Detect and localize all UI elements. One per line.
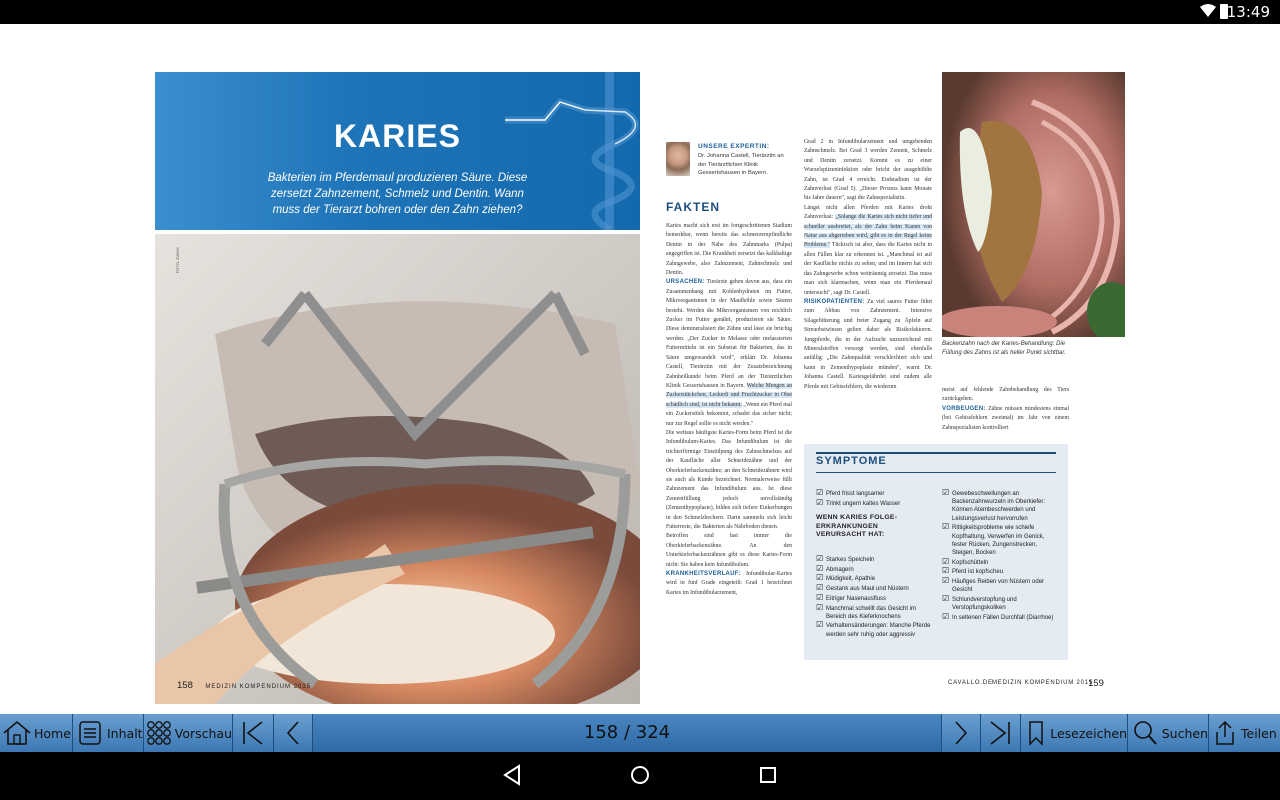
home-label: Home [34, 725, 71, 741]
search-icon [1128, 719, 1162, 747]
preview-button[interactable] [144, 714, 233, 752]
symptom-item: ☑ Verhaltensänderungen: Manche Pferde werden sehr ruhig oder aggressiv [816, 622, 931, 638]
symptom-item: ☑ Abmagern [816, 566, 931, 574]
share-icon [1209, 719, 1241, 747]
page-number-right: 159 [1088, 678, 1104, 689]
expert-box [666, 142, 791, 182]
paragraph: Grad 2 in Infundibularzement und umgebenden Zahnschmelz. Bei Grad 3 werden Zement, Schmelz und Dentin zersetzt. Kommt es zu einer Wurzelspitzeninfektion oder bricht der ausgehöhlte Zahn, ist Grad 4 erreicht. Endstadium ist der Zahnverlust (Grad 5). „Dieser Prozess kann Monate bis Jahre dauern", sagt die Zahnspezialistin. [804, 139, 932, 202]
contents-label: Inhalt [107, 725, 143, 741]
previous-page-button[interactable] [274, 714, 313, 752]
horse-dental-photo [155, 234, 640, 704]
symptom-item: ☑ Schlundverstopfung und Verstopfungskoliken [942, 596, 1060, 612]
keyword: RISIKOPATIENTEN: [804, 298, 865, 305]
preview-label: Vorschau [174, 725, 232, 741]
highlighted-text: „Solange die Karies sich nicht tiefer und schneller ausbreitet, als der Zahn beim Kauen von Natur aus abgerieben wird, gibt es in der Regel keine Probleme." [804, 214, 932, 249]
paragraph: Zu viel saures Futter führt zum Abbau von Zahnzement. Intensive Silagefütterung und freier Zugang zu Äpfeln auf Streuobstwiesen gelten daher als Risikofaktoren. Jungpferde, die in der Aufzucht unzureichend mit Mineralstoffen versorgt werden, sind ebenfalls anfällig: „Die Zahnqualität verschlechtert sich und kann in Zementhypoplasie münden", warnt Dr. Johanna Castell. Kariesgefährdet sind zudem alle Pferde mit Gebissfehlern, die wiederum [804, 298, 932, 390]
paragraph: Betroffen sind fast immer die Oberkieferbackenzähne. An den Unterkieferbackenzähnen gibt es diese Karies-Form nicht: Sie haben kein Infundibulum. [666, 533, 792, 568]
symptom-item: ☑ Häufiges Reiben von Nüstern oder Gesicht [942, 578, 1060, 594]
divider [816, 472, 1056, 473]
wifi-icon [1200, 4, 1216, 23]
symptom-item: ☑ Pferd frisst langsamer [816, 490, 931, 498]
symptom-item: ☑ Kopfschütteln [942, 559, 1060, 567]
article-header [155, 72, 640, 230]
text-column-2 [804, 138, 932, 443]
home-button[interactable] [0, 714, 73, 752]
share-button[interactable] [1209, 714, 1280, 752]
share-label: Teilen [1241, 725, 1277, 741]
keyword: KRANKHEITSVERLAUF: [666, 571, 742, 578]
grid-icon [144, 720, 175, 746]
home-circle-icon[interactable] [629, 764, 651, 791]
paragraph: Zähne müssen mindestens einmal (bei Gebissfehlern zweimal) im Jahr von einem Zahnspezialisten kontrolliert [942, 405, 1069, 431]
expert-label: UNSERE EXPERTIN: [698, 143, 770, 150]
bookmark-icon [1021, 719, 1050, 747]
symptoms-subheading: WENN KARIES FOLGE-ERKRANKUNGEN VERURSACHT HAT: [816, 514, 898, 538]
bookmarks-button[interactable] [1021, 714, 1128, 752]
clock: 13:49 [1226, 3, 1270, 21]
footer-site: CAVALLO.DE [948, 680, 993, 686]
photo-credit: FOTO: ZWICK [175, 247, 180, 274]
symptom-item: ☑ Manchmal schwillt das Gesicht im Bereich des Kieferknochens [816, 605, 931, 621]
chevron-left-icon [284, 719, 302, 747]
symptom-list-b [816, 556, 931, 640]
symptom-item: ☑ In seltenen Fällen Durchfall (Diarrhoe) [942, 614, 1060, 622]
system-nav-bar [0, 752, 1280, 800]
symptom-item: ☑ Gewebeschwellungen an Backenzahnwurzeln im Oberkiefer: Können Atembeschwerden und Leistungsverlust hervorrufen [942, 490, 1060, 523]
back-triangle-icon[interactable] [502, 764, 522, 791]
paragraph: Karies macht sich erst im fortgeschrittenen Stadium bemerkbar, wenn bereits das schmerzempfindliche Dentin in der Nähe des Zahnmarks (Pulpa) angegriffen ist. Die Krankheit zersetzt das kalkhaltige Zahngewebe, also Zahnzement, Zahnschmelz und Dentin. [666, 223, 792, 277]
keyword: URSACHEN: [666, 279, 705, 286]
first-page-button[interactable] [233, 714, 274, 752]
bookmarks-label: Lesezeichen [1050, 725, 1127, 741]
paragraph: Tückisch ist aber, dass die Karies nicht in allen Fällen klar zu erkennen ist. „Manchmal ist auf der Kaufläche nichts zu sehen, und im Innern hat sich das Zahngewebe schon weiträumig zersetzt. Das muss man sich klarmachen, wenn man ein Pferdemaul untersucht", sagt Dr. Castell. [804, 242, 932, 296]
symptom-item: ☑ Rittigkeitsprobleme wie schiefe Kopfhaltung, Verwerfen im Genick, fester Rücken, Zungenstrecken, Steigen, Bocken [942, 524, 1060, 557]
divider [816, 452, 1056, 454]
paragraph: Längst nicht allen Pferden mit Karies droht Zahnverlust: [804, 204, 932, 221]
paragraph: Infundibular-Karies wird in fünf Grade eingeteilt: Grad 1 bezeichnet Karies im Infundibularzement, [666, 571, 792, 596]
left-page-footer [177, 680, 311, 691]
skip-first-icon [240, 719, 266, 747]
highlighted-text: Welche Mengen an Zuckerstückchen, Leckerli und Fruchtzucker in Obst schädlich sind, ist nicht bekannt. [666, 382, 792, 408]
text-column-1 [666, 222, 792, 662]
paragraph: Die weitaus häufigste Karies-Form beim Pferd ist die Infundibulum-Karies. Das Infundibulum ist die trichterförmige Einstülpung des Zahnschmelzes auf der Kaufläche aller Schneidezähne und der Oberkieferbackenzähne; an den Schneidezähnen wird sie auch als Kunde bezeichnet. Normalerweise füllt Zahnzement das Infundibulum aus. Ist diese Zementfüllung jedoch unvollständig (Zementhypoplasie), bilden sich tiefere Einkerbungen in den Schmelzbechern. Darin sammeln sich leicht Futterreste, die Bakterien als Nährboden dienen. [666, 429, 792, 530]
expert-avatar [666, 142, 690, 176]
magazine-spread[interactable] [0, 24, 1280, 714]
last-page-button[interactable] [980, 714, 1021, 752]
contents-button[interactable] [73, 714, 144, 752]
article-lead: Bakterien im Pferdemaul produzieren Säure. Diese zersetzt Zahnzement, Schmelz und Dentin. Wann muss der Tierarzt bohren oder den Zahn ziehen? [267, 172, 528, 216]
search-button[interactable] [1128, 714, 1209, 752]
footer-magazine: MEDIZIN KOMPENDIUM 2015 [992, 680, 1094, 686]
paragraph: Tierärzte gehen davon aus, dass ein Zusammenhang mit Kohlenhydraten im Futter, Mikroorganismen in der Maulhöhle sowie Säuren besteht. Werden die Mikroorganismen von reichlich Zucker im Futter genährt, produzieren sie Säure. Diese demineralisiert die Zähne und lässt sie brüchig werden. „Der Zucker in Melasse oder melassierten Futtermitteln ist ein Substrat für Bakterien, das in Säure umgewandelt wird", erklärt Dr. Johanna Castell, Tierärztin mit der Zusatzbezeichnung Zahnheilkunde beim Pferd an der Tierärztlichen Klinik Gessertshausen in Bayern. [666, 279, 792, 389]
keyword: VORBEUGEN: [942, 405, 986, 412]
symptom-item: ☑ Gestank aus Maul und Nüstern [816, 585, 931, 593]
symptoms-heading: SYMPTOME [816, 455, 887, 467]
left-page [155, 72, 640, 704]
page-number-left: 158 [177, 680, 193, 691]
symptom-list-c [942, 490, 1060, 624]
symptom-item: ☑ Eitriger Nasenausfluss [816, 595, 931, 603]
photo-caption: Backenzahn nach der Karies-Behandlung: Die Füllung des Zahns ist als heller Punkt sichtbar. [942, 341, 1066, 356]
text-column-3 [942, 386, 1069, 446]
symptom-item: ☑ Müdigkeit, Apathie [816, 575, 931, 583]
article-title: KARIES [334, 118, 461, 154]
expert-text: Dr. Johanna Castell, Tierärztin an der Tierärztlichen Klinik Gessertshausen in Bayern. [698, 153, 784, 176]
reader-toolbar [0, 714, 1280, 752]
tooth-closeup-photo [942, 72, 1125, 337]
skip-last-icon [987, 719, 1013, 747]
search-label: Suchen [1161, 725, 1208, 741]
status-bar [0, 0, 1280, 24]
symptom-item: ☑ Pferd ist kopfscheu [942, 568, 1060, 576]
symptoms-box [804, 444, 1068, 660]
section-heading: FAKTEN [666, 200, 720, 214]
paragraph: „Wenn ein Pferd mal ein Zuckerstück bekommt, schadet das sicher nicht; nur zur Regel sollte es nicht werden." [666, 401, 792, 427]
symptom-item: ☑ Trinkt ungern kaltes Wasser [816, 500, 931, 508]
chevron-right-icon [952, 719, 970, 747]
house-icon [0, 720, 34, 746]
list-icon [73, 720, 107, 746]
symptom-item: ☑ Starkes Speicheln [816, 556, 931, 564]
recents-square-icon[interactable] [758, 764, 778, 791]
paragraph: meist auf fehlende Zahnbehandlung des Tiers zurückgehen. [942, 387, 1069, 403]
right-page [640, 72, 1125, 704]
next-page-button[interactable] [941, 714, 981, 752]
symptom-list-a [816, 490, 931, 509]
magazine-name-left: MEDIZIN KOMPENDIUM 2015 [205, 684, 312, 690]
page-indicator: 158 / 324 [313, 714, 941, 752]
